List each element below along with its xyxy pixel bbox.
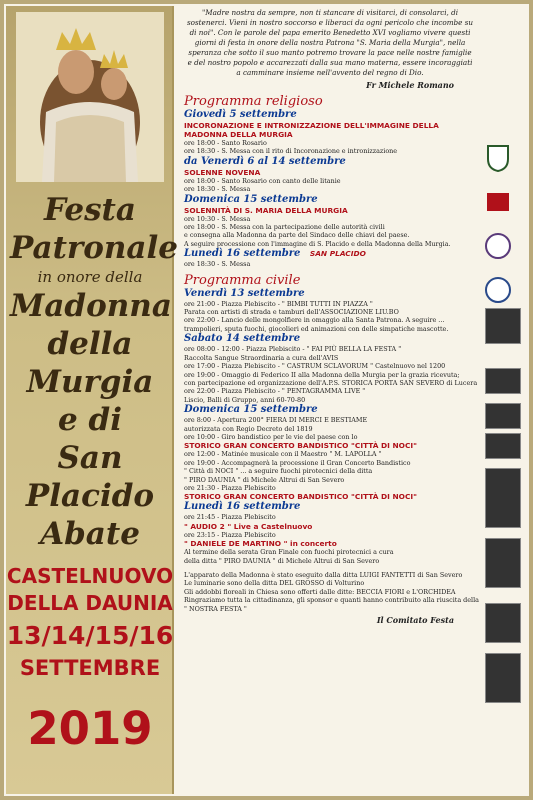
festa-month: SETTEMBRE <box>19 656 161 680</box>
rel-day-3: Domenica 15 settembre <box>184 193 318 205</box>
rel-line: ore 18:30 - S. Messa <box>184 185 251 194</box>
event-photo <box>485 433 521 459</box>
civ-line: autorizzata con Regio Decreto del 1819 <box>184 424 313 433</box>
civ-line: " PIRO DAUNIA " di Michele Altrui di San Severo <box>184 475 345 484</box>
title-della: della <box>47 326 133 362</box>
committee-signature: Il Comitato Festa <box>376 615 454 626</box>
event-photo <box>485 653 521 703</box>
civ-line: con partecipazione ed organizzazione dell'A.P.S. STORICA PORTA SAN SEVERO di Lucera <box>184 378 478 387</box>
coat-of-arms-icon <box>483 143 513 173</box>
footer-thanks: Ringraziamo tutta la cittadinanza, gli sponsor e quanti hanno contribuito alla riuscita della " NOSTRA FESTA " <box>184 596 479 613</box>
event-photo <box>485 368 521 394</box>
town-suffix: DELLA DAUNIA <box>7 591 173 615</box>
title-in-onore: in onore della <box>37 268 143 286</box>
civ-band-event: STORICO GRAN CONCERTO BANDISTICO "CITTÀ DI NOCI" <box>184 441 417 451</box>
civ-line: Liscio, Balli di Gruppo, anni 60-70-80 <box>184 395 306 404</box>
civ-line: Raccolta Sangue Straordinaria a cura dell'AVIS <box>184 353 339 362</box>
rel-line: A seguire processione con l'immagine di S. Placido e della Madonna della Murgia. <box>184 239 451 248</box>
civ-line: ore 10:00 - Giro bandistico per le vie del paese con lo <box>184 432 358 441</box>
rel-day-4-label: Lunedì 16 settembre <box>184 248 301 260</box>
event-photo <box>485 308 521 344</box>
civ-line: della ditta " PIRO DAUNIA " di Michele Altrui di San Severo <box>184 556 380 565</box>
title-murgia: Murgia <box>26 364 154 400</box>
civ-concert-event: " DANIELE DE MARTINO " in concerto <box>184 539 337 549</box>
event-photo <box>485 403 521 429</box>
event-photo <box>485 603 521 643</box>
rel-day-1: Giovedì 5 settembre <box>184 109 297 120</box>
festa-year: 2019 <box>27 702 153 755</box>
civ-line: ore 21:45 - Piazza Plebiscito <box>184 513 276 522</box>
rel-line: ore 18:00 - S. Messa con la partecipazione delle autorità civili <box>184 223 385 232</box>
civ-line: ore 21:00 - Piazza Plebiscito - " BIMBI TUTTI IN PIAZZA " <box>184 299 373 308</box>
civ-day-4: Lunedì 16 settembre <box>184 501 301 513</box>
festa-title <box>10 191 179 553</box>
civ-day-2: Sabato 14 settembre <box>184 333 301 345</box>
program-panel <box>180 8 525 793</box>
civ-day-1: Venerdì 13 settembre <box>184 287 305 299</box>
civ-line: ore 19:00 - Omaggio di Federico II alla Madonna della Murgia per la grazia ricevuta; <box>184 370 460 379</box>
borghi-autentici-logo-icon <box>483 187 513 217</box>
title-madonna: Madonna <box>10 288 172 324</box>
rel-line: ore 18:30 - S. Messa con il rito di Incoronazione e intronizzazione <box>184 147 398 156</box>
civ-line: ore 23:15 - Piazza Plebiscito <box>184 530 276 539</box>
footer-line: Gli addobbi floreali in Chiesa sono offerti dalle ditte: BECCIA FIORI e L'ORCHIDEA <box>184 587 456 596</box>
civ-line: ore 19:00 - Accompagnerà la processione il Gran Concerto Bandistico <box>184 458 411 467</box>
footer-line: L'apparato della Madonna è stato eseguito dalla ditta LUIGI FANTETTI di San Severo <box>184 571 463 579</box>
civ-audio2-event: " AUDIO 2 " Live a Castelnuovo <box>184 521 313 531</box>
event-photo <box>485 468 521 528</box>
civ-line: " Città di NOCI " ... a seguire fuochi pirotecnici della ditta <box>184 467 373 476</box>
rel-event-4: SAN PLACIDO <box>309 249 366 259</box>
sponsor-logos <box>483 8 523 407</box>
quote-signature: Fr Michele Romano <box>366 80 454 90</box>
title-e-di: e di <box>58 402 122 438</box>
rel-line: ore 18:30 - S. Messa <box>184 260 251 269</box>
rel-line: ore 10:30 - S. Messa <box>184 214 251 223</box>
town-name: CASTELNUOVO <box>6 564 174 588</box>
madonna-statue-image <box>16 12 164 182</box>
rel-event-2: SOLENNE NOVENA <box>184 167 261 177</box>
civ-line: trampolieri, sputa fuochi, giocolieri ed animazioni con delle simpatiche mascotte. <box>184 324 449 333</box>
opening-quote: "Madre nostra da sempre, non ti stancare di visitarci, di consolarci, di sostenerci. Vieni in nostro soccorso e liberaci da ogni pericolo che incombe su di noi". Con le parole del papa emerito Benedetto XVI vogliamo vivere questi giorni di festa in onore della nostra Patrona "S. Maria della Murgia", nella speranza che sotto il suo manto potremo trovare la pace nelle nostre famiglie e del nostro popolo e accarezzati dalla sua mano materna, essere incoraggiati a camminare insieme nell'avvento del regno di Dio. <box>186 8 474 77</box>
title-san-placido: San Placido <box>25 440 155 514</box>
civ-line: ore 8:00 - Apertura 200° FIERA DI MERCI E BESTIAME <box>184 416 368 425</box>
civ-line: Parata con artisti di strada e tamburi dell'ASSOCIAZIONE LIU.BO <box>184 308 399 317</box>
title-abate: Abate <box>40 516 140 552</box>
title-patronale: Patronale <box>10 230 179 266</box>
rel-event-3: SOLENNITÀ DI S. MARIA DELLA MURGIA <box>184 205 348 215</box>
civ-line: Al termine della serata Gran Finale con fuochi pirotecnici a cura <box>184 548 394 557</box>
civ-line: ore 17:00 - Piazza Plebiscito - " CASTRUM SCLAVORUM " Castelnuovo nel 1200 <box>184 362 446 371</box>
civ-band-concert: STORICO GRAN CONCERTO BANDISTICO "CITTÀ DI NOCI" <box>184 492 417 502</box>
civ-day-3: Domenica 15 settembre <box>184 404 318 416</box>
civ-line: ore 21:30 - Piazza Plebiscito <box>184 483 276 492</box>
rel-line: ore 18:00 - Santo Rosario con canto delle litanie <box>184 176 341 185</box>
title-festa: Festa <box>44 192 136 228</box>
civ-line: ore 22:00 - Piazza Plebiscito - " PENTAGRAMMA LIVE " <box>184 387 366 396</box>
seal-logo-icon-2 <box>483 275 513 305</box>
civ-line: ore 12:00 - Matinée musicale con il Maestro " M. LAPOLLA " <box>184 450 382 459</box>
festa-dates: 13/14/15/16 <box>6 621 174 650</box>
rel-event-1: INCORONAZIONE E INTRONIZZAZIONE DELL'IMMAGINE DELLA MADONNA DELLA MURGIA <box>184 121 439 139</box>
religious-program-title: Programma religioso <box>184 94 323 109</box>
civ-line: ore 22:00 - Lancio delle mongolfiere in omaggio alla Santa Patrona. A seguire ... <box>184 316 445 325</box>
rel-line: e consegna alla Madonna da parte del Sindaco delle chiavi del paese. <box>184 231 410 240</box>
seal-logo-icon <box>483 231 513 261</box>
event-photo <box>485 538 521 588</box>
footer-line: Le luminarie sono della ditta DEL GROSSO di Volturino <box>184 579 365 588</box>
civil-program-title: Programma civile <box>184 272 301 288</box>
rel-day-4 <box>180 248 480 260</box>
left-panel <box>6 6 179 794</box>
rel-day-2: da Venerdì 6 al 14 settembre <box>184 155 346 167</box>
rel-line: ore 18:00 - Santo Rosario <box>184 139 267 147</box>
civ-line: ore 08:00 - 12:00 - Piazza Plebiscito - " FAI PIÙ BELLA LA FESTA " <box>184 345 402 354</box>
